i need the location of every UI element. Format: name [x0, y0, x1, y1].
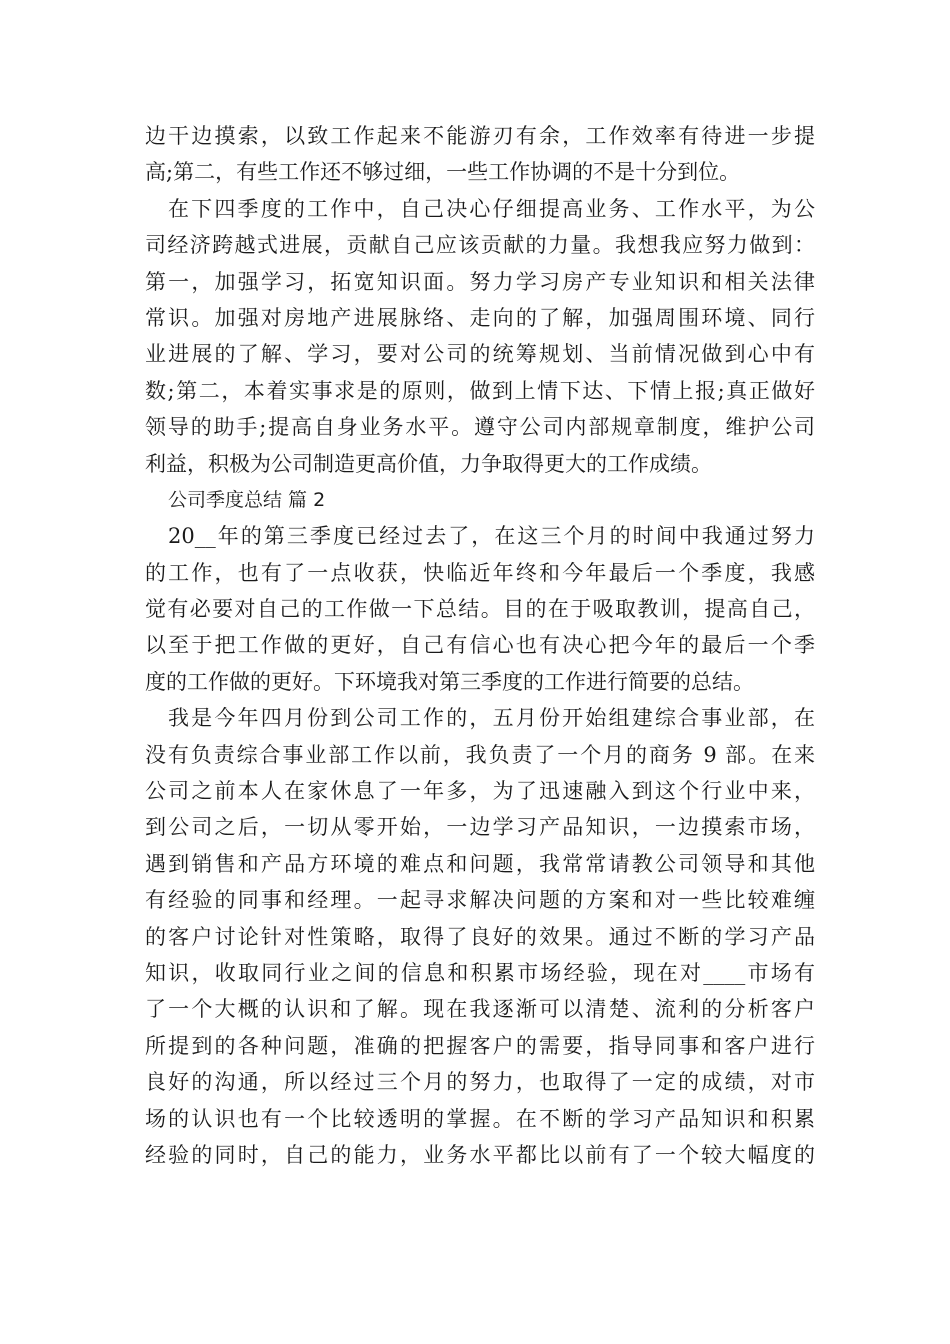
paragraph-line: 场的认识也有一个比较透明的掌握。在不断的学习产品知识和积累 — [145, 1106, 815, 1131]
paragraph-line: 业进展的了解、学习，要对公司的统筹规划、当前情况做到心中有 — [145, 342, 815, 367]
paragraph-line: 高;第二，有些工作还不够过细，一些工作协调的不是十分到位。 — [145, 160, 741, 185]
paragraph-3 — [145, 518, 815, 700]
paragraph-2 — [145, 191, 815, 482]
paragraph-line: 经验的同时，自己的能力，业务水平都比以前有了一个较大幅度的 — [145, 1142, 815, 1167]
paragraph-line: 20__年的第三季度已经过去了，在这三个月的时间中我通过努力 — [168, 524, 815, 549]
paragraph-line: 边干边摸索，以致工作起来不能游刃有余，工作效率有待进一步提 — [145, 124, 815, 148]
paragraph-line: 知识，收取同行业之间的信息和积累市场经验，现在对____市场有 — [145, 960, 815, 985]
document-page — [145, 118, 815, 1173]
paragraph-line: 到公司之后，一切从零开始，一边学习产品知识，一边摸索市场， — [145, 815, 815, 840]
paragraph-line: 司经济跨越式进展，贡献自己应该贡献的力量。我想我应努力做到： — [145, 233, 815, 258]
paragraph-4 — [145, 700, 815, 1173]
paragraph-line: 我是今年四月份到公司工作的，五月份开始组建综合事业部，在 — [168, 706, 815, 731]
paragraph-line: 领导的助手;提高自身业务水平。遵守公司内部规章制度，维护公司 — [145, 415, 815, 440]
paragraph-line: 度的工作做的更好。下环境我对第三季度的工作进行简要的总结。 — [145, 669, 754, 694]
paragraph-line: 有经验的同事和经理。一起寻求解决问题的方案和对一些比较难缠 — [145, 888, 815, 913]
paragraph-line: 遇到销售和产品方环境的难点和问题，我常常请教公司领导和其他 — [145, 851, 815, 876]
paragraph-line: 利益，积极为公司制造更高价值，力争取得更大的工作成绩。 — [145, 451, 712, 476]
paragraph-line: 常识。加强对房地产进展脉络、走向的了解，加强周围环境、同行 — [145, 305, 815, 330]
paragraph-1 — [145, 118, 815, 191]
paragraph-line: 以至于把工作做的更好，自己有信心也有决心把今年的最后一个季 — [145, 633, 815, 658]
paragraph-line: 了一个大概的认识和了解。现在我逐渐可以清楚、流利的分析客户 — [145, 997, 815, 1022]
paragraph-line: 在下四季度的工作中，自己决心仔细提高业务、工作水平，为公 — [168, 196, 815, 221]
paragraph-line: 觉有必要对自己的工作做一下总结。目的在于吸取教训，提高自己， — [145, 597, 815, 622]
paragraph-line: 的工作，也有了一点收获，快临近年终和今年最后一个季度，我感 — [145, 560, 815, 585]
paragraph-line: 公司之前本人在家休息了一年多，为了迅速融入到这个行业中来， — [145, 779, 815, 804]
section-heading: 公司季度总结 篇 2 — [168, 488, 326, 511]
paragraph-line: 的客户讨论针对性策略，取得了良好的效果。通过不断的学习产品 — [145, 924, 815, 949]
paragraph-line: 良好的沟通，所以经过三个月的努力，也取得了一定的成绩，对市 — [145, 1070, 815, 1095]
paragraph-line: 所提到的各种问题，准确的把握客户的需要，指导同事和客户进行 — [145, 1033, 815, 1058]
paragraph-line: 没有负责综合事业部工作以前，我负责了一个月的商务 9 部。在来 — [145, 742, 815, 767]
paragraph-line: 数;第二，本着实事求是的原则，做到上情下达、下情上报;真正做好 — [145, 378, 815, 403]
paragraph-line: 第一，加强学习，拓宽知识面。努力学习房产专业知识和相关法律 — [145, 269, 815, 294]
